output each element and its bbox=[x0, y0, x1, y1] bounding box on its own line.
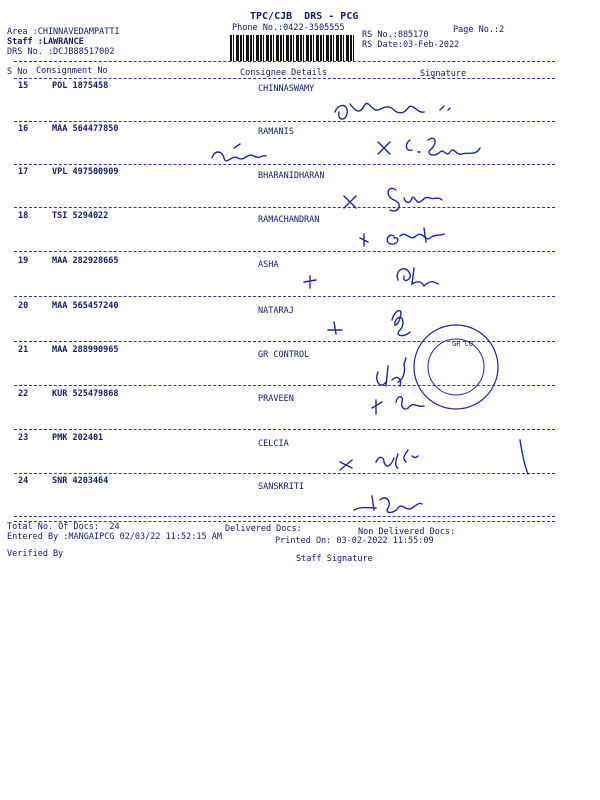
drs-number: DRS No. :DCJB88517002 bbox=[7, 47, 115, 57]
delivered-docs: Delivered Docs: bbox=[225, 524, 302, 534]
row-consignee: BHARANIDHARAN bbox=[258, 170, 325, 181]
row-consignee: ASHA bbox=[258, 260, 279, 271]
row-sno: 20 bbox=[18, 301, 29, 311]
row-consignee: CHINNASWAMY bbox=[258, 84, 315, 94]
row-consignee: RAMANIS bbox=[258, 127, 294, 138]
row-consignment-no: KUR 525479868 bbox=[52, 389, 119, 399]
row-sno: 21 bbox=[18, 345, 29, 355]
printed-on: Printed On: 03-02-2022 11:55:09 bbox=[275, 536, 434, 546]
row-consignee: RAMACHANDRAN bbox=[258, 215, 320, 226]
entered-by: Entered By :MANGAIPCG 02/03/22 11:52:15 AM bbox=[7, 532, 222, 542]
row-consignment-no: MAA 565457240 bbox=[52, 301, 119, 311]
row-sno: 16 bbox=[18, 124, 29, 134]
sheet-title: TPC/CJB DRS - PCG bbox=[250, 11, 359, 22]
row-consignee: PRAVEEN bbox=[258, 394, 294, 405]
row-consignment-no: MAA 288990965 bbox=[52, 345, 119, 355]
row-consignee: SANSKRITI bbox=[258, 482, 305, 493]
row-consignee: GR CONTROL bbox=[258, 350, 310, 361]
row-sno: 17 bbox=[18, 167, 29, 177]
row-consignee: NATARAJ bbox=[258, 305, 294, 316]
row-sno: 15 bbox=[18, 81, 29, 91]
row-consignment-no: TSI 5294022 bbox=[52, 211, 109, 221]
non-delivered-docs: Non Delivered Docs: bbox=[358, 527, 456, 537]
total-docs: Total No. Of Docs: 24 bbox=[7, 522, 120, 532]
row-sno: 24 bbox=[18, 476, 29, 486]
col-consignee: Consignee Details bbox=[240, 68, 327, 78]
row-consignment-no: PMK 202401 bbox=[52, 433, 104, 443]
row-sno: 22 bbox=[18, 389, 29, 399]
verified-by: Verified By bbox=[7, 549, 64, 559]
col-consignment: Consignment No bbox=[36, 66, 108, 76]
col-sno: S No bbox=[7, 67, 28, 77]
staff-signature: Staff Signature bbox=[296, 554, 373, 564]
phone-number: Phone No.:0422-3505555 bbox=[232, 23, 345, 33]
stamp-text: GR CO bbox=[452, 340, 474, 348]
col-signature: Signature bbox=[420, 69, 467, 79]
row-consignee: CELCIA bbox=[258, 438, 289, 449]
row-consignment-no: POL 1875458 bbox=[52, 81, 109, 91]
row-sno: 18 bbox=[18, 211, 29, 221]
staff-label: Staff :LAWRANCE bbox=[7, 37, 84, 47]
row-sno: 19 bbox=[18, 256, 29, 266]
rs-date: RS Date:03-Feb-2022 bbox=[362, 40, 460, 50]
row-consignment-no: SNR 4203464 bbox=[52, 476, 109, 486]
row-consignment-no: MAA 564477850 bbox=[52, 124, 119, 134]
row-sno: 23 bbox=[18, 433, 29, 443]
page-number: Page No.:2 bbox=[453, 25, 505, 35]
area-label: Area :CHINNAVEDAMPATTI bbox=[7, 27, 120, 37]
rs-number: RS No.:885170 bbox=[362, 30, 429, 40]
row-consignment-no: VPL 497500909 bbox=[52, 167, 119, 177]
row-consignment-no: MAA 282928665 bbox=[52, 256, 119, 266]
